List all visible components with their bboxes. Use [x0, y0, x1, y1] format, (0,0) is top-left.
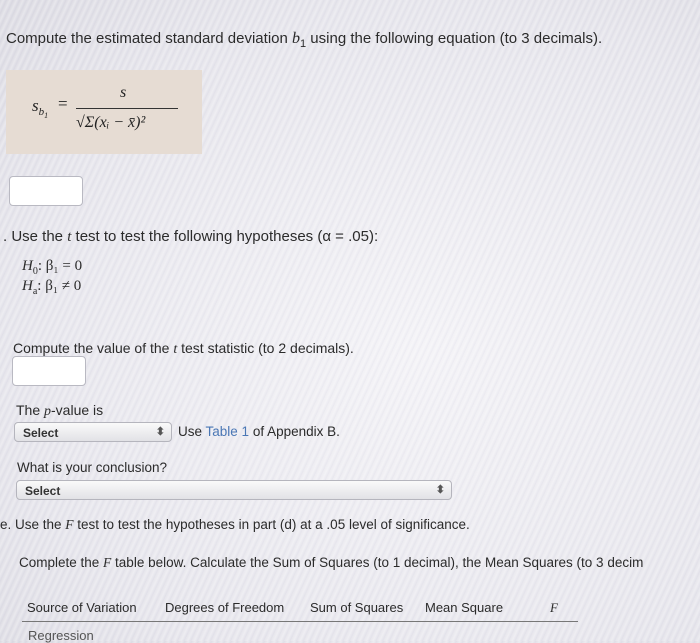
formula-numerator: s	[120, 84, 127, 101]
p-value-select-value: Select	[23, 426, 59, 440]
t-statistic-prompt: Compute the value of the t test statistic (to 2 decimals).	[13, 340, 354, 357]
part-c-instruction: . Use the t test to test the following hypotheses (α = .05):	[3, 228, 379, 245]
null-hypothesis: $H_0$: β₁ = 0	[22, 258, 83, 277]
conclusion-select[interactable]	[16, 480, 452, 500]
alternative-hypothesis: $H_a$: β₁ ≠ 0	[22, 278, 82, 297]
table-header-ss: Sum of Squares	[310, 600, 404, 615]
formula-image	[6, 70, 202, 154]
formula-lhs: $s_{b_1}$	[32, 96, 49, 121]
formula-equals: =	[58, 94, 68, 113]
table-header-f: F	[550, 600, 558, 615]
p-value-label: The p-value is	[16, 402, 104, 419]
question-title-text: Compute the estimated standard deviation	[6, 30, 293, 47]
table-reference: Use Table 1 of Appendix B.	[178, 424, 340, 439]
conclusion-label: What is your conclusion?	[17, 460, 168, 475]
table-row-regression: Regression	[28, 628, 94, 643]
table-header-divider	[22, 621, 578, 622]
question-title-suffix: using the following equation (to 3 decimals).	[306, 30, 603, 47]
table-header-source: Source of Variation	[27, 600, 137, 615]
table-header-df: Degrees of Freedom	[165, 600, 285, 615]
t-statistic-input[interactable]	[12, 356, 86, 386]
f-table-instruction: Complete the F table below. Calculate the Sum of Squares (to 1 decimal), the Mean Squares (to 3 decim	[19, 555, 644, 570]
question-title-sub: 1	[300, 38, 307, 50]
table-header-ms: Mean Square	[425, 600, 504, 615]
formula-fraction-bar	[76, 108, 178, 109]
select-arrow-icon: ⬍	[155, 426, 165, 438]
std-dev-input[interactable]	[9, 176, 83, 206]
question-title	[6, 30, 602, 50]
conclusion-select-value: Select	[25, 484, 61, 498]
p-value-select[interactable]	[14, 422, 172, 442]
select-arrow-icon: ⬍	[435, 484, 445, 496]
part-e-instruction: e. Use the F test to test the hypotheses in part (d) at a .05 level of significance.	[0, 517, 470, 532]
question-title-var: b	[292, 30, 301, 47]
formula-denominator: √Σ(xᵢ − x̄)²	[76, 114, 146, 131]
appendix-table-link[interactable]: Table 1	[205, 424, 250, 439]
